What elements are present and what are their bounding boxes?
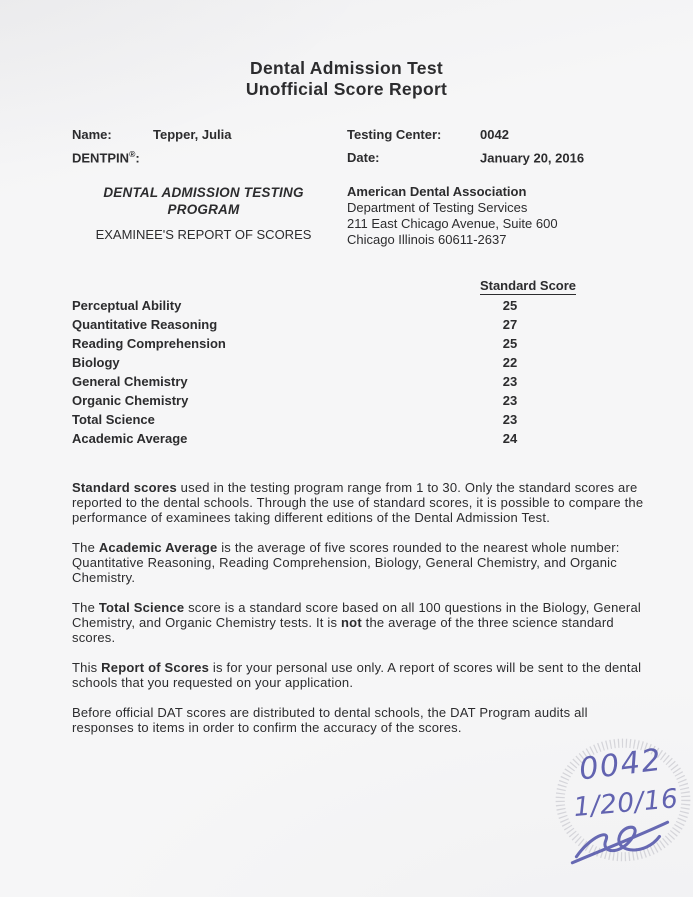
score-row-biology (0, 355, 693, 374)
score-row-reading-comprehension (0, 336, 693, 355)
info-row-dentpin-date (72, 149, 693, 171)
score-label: General Chemistry (72, 374, 188, 389)
program-name-line1: DENTAL ADMISSION TESTING (103, 185, 304, 200)
dentpin-label (72, 149, 153, 165)
registered-trademark-mark: ® (129, 148, 136, 159)
paragraph-segment: This (72, 660, 102, 675)
score-row-perceptual-ability (0, 298, 693, 317)
paragraph-segment: is the average of five scores rounded to the nearest whole number: Quantitative Reasoning, Reading Comprehension, Biology, General Chemistry, and Organic Chemistry. (72, 540, 620, 585)
score-row-total-science (0, 412, 693, 431)
verification-stamp (546, 722, 693, 886)
standard-score-header-cell (458, 278, 598, 298)
paragraph-segment: Standard scores (72, 480, 177, 495)
paragraph-segment: The (72, 600, 99, 615)
examinees-report-heading: EXAMINEE'S REPORT OF SCORES (95, 227, 312, 242)
program-name-line2: PROGRAM (167, 202, 240, 217)
paragraph-academic-average (72, 540, 650, 585)
paragraph-segment: used in the testing program range from 1 to 30. Only the standard scores are reported to the dental schools. Through the use of standard scores, it is possible to compare the performance of examinees taking different editions of the Dental Admission Test. (72, 480, 644, 525)
score-label: Biology (72, 355, 120, 370)
paragraph-segment: The (72, 540, 99, 555)
score-value: 23 (502, 374, 518, 389)
org-name: American Dental Association (347, 184, 527, 199)
score-label: Academic Average (72, 431, 188, 446)
score-value: 27 (502, 317, 518, 332)
stamp-center-code: 0042 (577, 742, 665, 788)
org-address-line1: 211 East Chicago Avenue, Suite 600 (347, 216, 558, 231)
score-label: Reading Comprehension (72, 336, 226, 351)
info-row-name-center (72, 127, 693, 149)
score-row-academic-average (0, 431, 693, 450)
score-label: Total Science (72, 412, 155, 427)
paragraph-total-science (72, 600, 650, 645)
paragraph-segment: is for your personal use only. A report of scores will be sent to the dental schools that you requested on your application. (72, 660, 642, 690)
score-value: 22 (502, 355, 518, 370)
name-label: Name: (72, 127, 112, 142)
score-row-general-chemistry (0, 374, 693, 393)
score-value: 23 (502, 393, 518, 408)
date-label: Date: (347, 149, 380, 165)
paragraph-segment: Academic Average (98, 540, 218, 555)
score-row-quantitative-reasoning (0, 317, 693, 336)
program-name (72, 184, 335, 218)
score-value: 25 (502, 336, 518, 351)
stamp-date: 1/20/16 (572, 784, 680, 824)
dentpin-label-colon: : (135, 149, 140, 165)
signature-scribble-icon (572, 822, 667, 863)
paragraph-segment: Before official DAT scores are distributed to dental schools, the DAT Program audits all responses to items in order to confirm the accuracy of the scores. (72, 705, 588, 735)
score-value: 25 (502, 298, 518, 313)
testing-center-label: Testing Center: (347, 127, 442, 142)
scores-table (0, 278, 693, 450)
program-and-org-section (72, 184, 693, 248)
standard-score-header: Standard Score (479, 278, 577, 293)
stamp-handwriting (572, 743, 679, 863)
explanatory-text-block (72, 480, 650, 735)
name-value: Tepper, Julia (153, 127, 232, 142)
date-value: January 20, 2016 (480, 149, 585, 165)
score-row-organic-chemistry (0, 393, 693, 412)
paragraph-segment: the average of the three science standard scores. (72, 615, 614, 645)
program-column (72, 184, 335, 248)
testing-center-value: 0042 (480, 127, 509, 142)
org-department: Department of Testing Services (347, 200, 528, 215)
score-value: 24 (502, 431, 518, 446)
score-value: 23 (502, 412, 518, 427)
paragraph-segment: Total Science (98, 600, 185, 615)
paragraph-segment: score is a standard score based on all 100 questions in the Biology, General Chemistry, and Organic Chemistry tests. It is (72, 600, 641, 630)
dentpin-label-text: DENTPIN (72, 149, 130, 165)
report-title-line1: Dental Admission Test (250, 58, 443, 78)
report-title-line2: Unofficial Score Report (245, 79, 448, 99)
examinee-info-block (72, 127, 693, 170)
paragraph-segment: Report of Scores (101, 660, 210, 675)
report-title (0, 58, 693, 100)
org-address-line2: Chicago Illinois 60611-2637 (347, 232, 507, 247)
paragraph-segment: not (341, 615, 362, 630)
score-label: Quantitative Reasoning (72, 317, 218, 332)
score-label: Perceptual Ability (72, 298, 182, 313)
paragraph-report-of-scores (72, 660, 650, 690)
score-label: Organic Chemistry (72, 393, 189, 408)
org-address-block (347, 184, 558, 248)
paragraph-standard-scores (72, 480, 650, 525)
